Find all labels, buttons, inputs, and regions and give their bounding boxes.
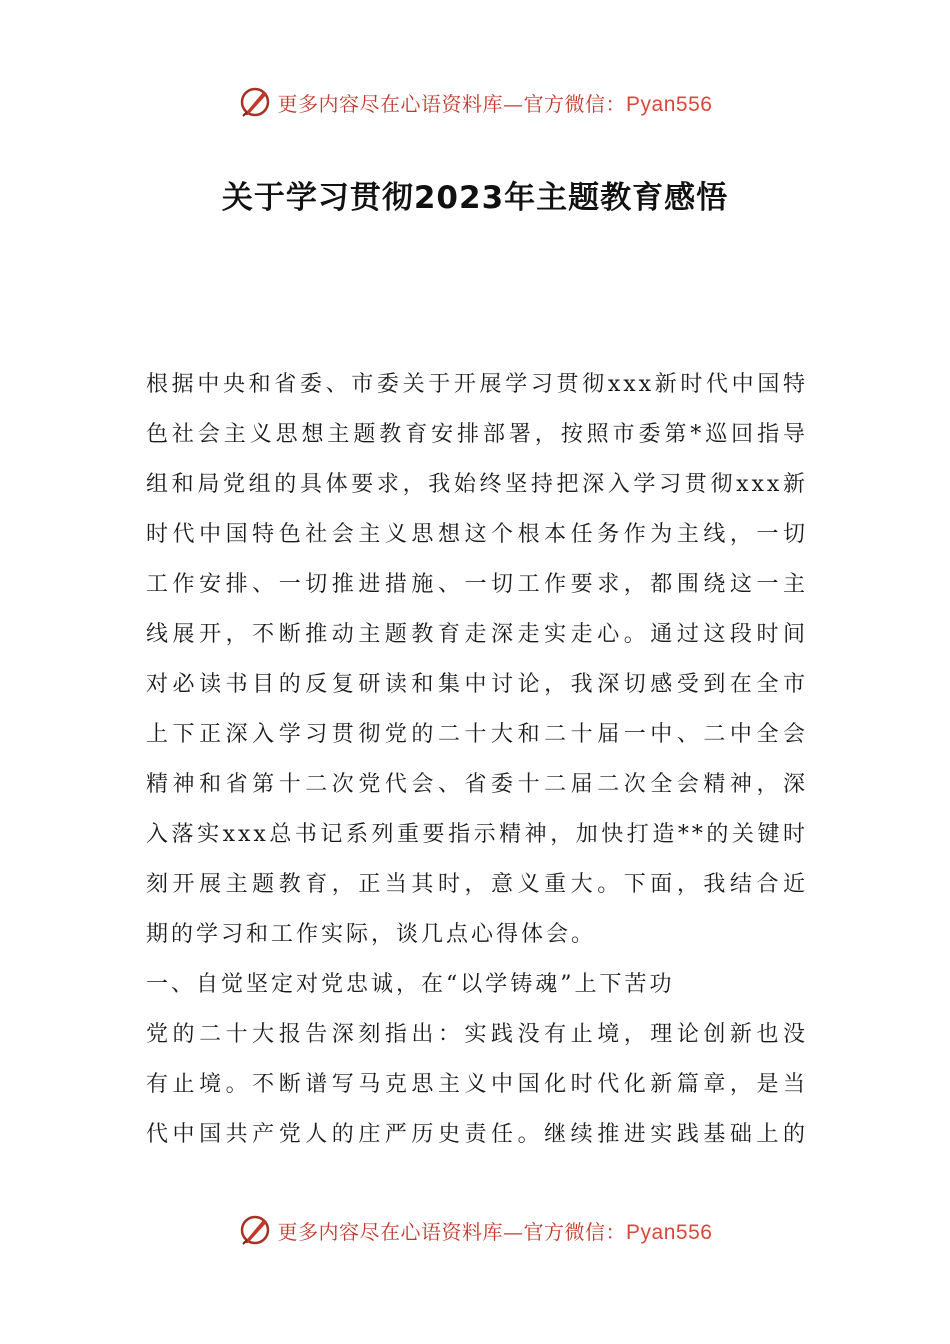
section-line: 党的二十大报告深刻指出：实践没有止境，理论创新也没 (146, 1022, 808, 1047)
paragraph-line: 组和局党组的具体要求，我始终坚持把深入学习贯彻xxx新 (146, 472, 808, 497)
paragraph-line: 时代中国特色社会主义思想这个根本任务作为主线，一切 (146, 522, 808, 547)
quill-seal-logo-icon (238, 85, 272, 119)
paragraph-line: 线展开，不断推动主题教育走深走实走心。通过这段时间 (146, 622, 808, 647)
footer-banner-text: 更多内容尽在心语资料库—官方微信：Pyan556 (277, 1219, 713, 1244)
header-wechat-id: Pyan556 (626, 92, 713, 116)
section-line: 有止境。不断谱写马克思主义中国化时代化新篇章，是当 (146, 1072, 808, 1097)
document-body (146, 360, 808, 1160)
paragraph-line: 精神和省第十二次党代会、省委十二届二次全会精神，深 (146, 772, 808, 797)
paragraph-line: 入落实xxx总书记系列重要指示精神，加快打造**的关键时 (146, 822, 808, 847)
paragraph-line: 上下正深入学习贯彻党的二十大和二十届一中、二中全会 (146, 722, 808, 747)
header-banner-text: 更多内容尽在心语资料库—官方微信：Pyan556 (277, 91, 713, 116)
quill-seal-logo-icon (238, 1213, 272, 1247)
paragraph-line: 期的学习和工作实际，谈几点心得体会。 (146, 922, 597, 947)
paragraph-line: 刻开展主题教育，正当其时，意义重大。下面，我结合近 (146, 872, 808, 897)
paragraph-line: 对必读书目的反复研读和集中讨论，我深切感受到在全市 (146, 672, 808, 697)
footer-banner (0, 1210, 950, 1250)
header-banner (0, 82, 950, 122)
paragraph-line: 工作安排、一切推进措施、一切工作要求，都围绕这一主 (146, 572, 808, 597)
section-line: 代中国共产党人的庄严历史责任。继续推进实践基础上的 (146, 1122, 808, 1147)
paragraph-line: 根据中央和省委、市委关于开展学习贯彻xxx新时代中国特 (146, 372, 808, 397)
footer-wechat-id: Pyan556 (626, 1220, 713, 1244)
paragraph-line: 色社会主义思想主题教育安排部署，按照市委第*巡回指导 (146, 422, 808, 447)
document-title: 关于学习贯彻2023年主题教育感悟 (221, 180, 729, 216)
section-heading: 一、自觉坚定对党忠诚，在“以学铸魂”上下苦功 (146, 972, 675, 997)
